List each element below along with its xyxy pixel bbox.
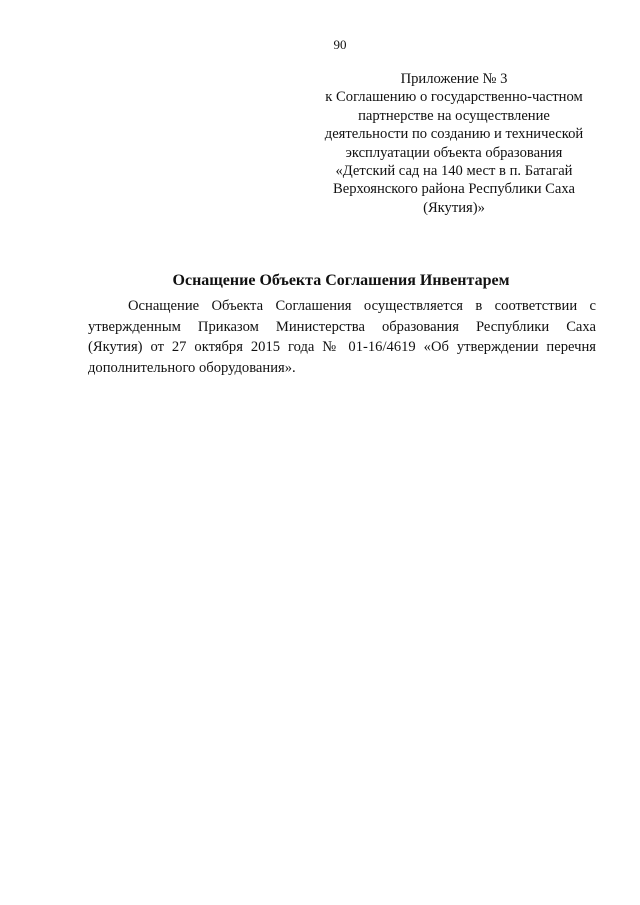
appendix-line: Приложение № 3 [400,71,508,87]
appendix-line: «Детский сад на 140 мест в п. Батагай [335,163,573,180]
body-paragraph [88,296,596,378]
appendix-line: эксплуатации объекта образования [345,144,563,161]
paragraph-line: (Якутия) от 27 октября 2015 года № 01-16/4619 «Об утверждении перечня [88,339,596,355]
page-number: 90 [333,37,347,52]
paragraph-line: Оснащение Объекта Соглашения осуществляется в соответствии с [128,298,596,314]
appendix-header [312,70,596,217]
appendix-line: (Якутия)» [423,199,485,216]
paragraph-line: дополнительного оборудования». [88,359,296,376]
appendix-line: Верхоянского района Республики Саха [333,181,575,198]
section-title: Оснащение Объекта Соглашения Инвентарем [172,272,510,289]
appendix-line: к Соглашению о государственно-частном [325,89,583,106]
appendix-line: деятельности по созданию и технической [324,126,584,143]
paragraph-line: утвержденным Приказом Министерства образования Республики Саха [88,318,596,335]
appendix-line: партнерстве на осуществление [358,107,550,124]
